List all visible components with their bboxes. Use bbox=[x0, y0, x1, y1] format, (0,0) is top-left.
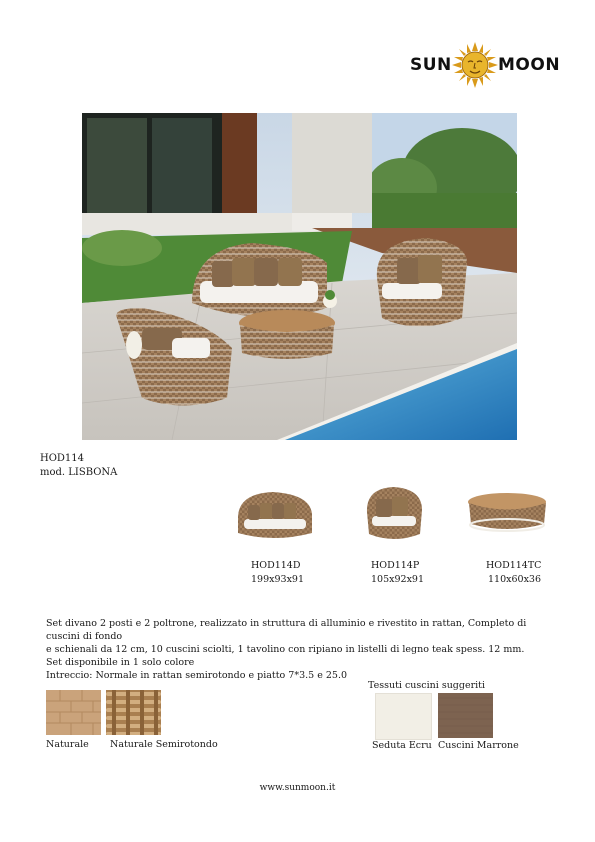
description-line-4: Intreccio: Normale in rattan semirotondo e piatto 7*3.5 e 25.0 bbox=[46, 670, 348, 681]
armchair-thumbnail bbox=[362, 484, 427, 544]
description-line-1: Set divano 2 posti e 2 poltrone, realizzato in struttura di alluminio e rivestito in rattan, Completo di cuscini di fondo bbox=[46, 618, 527, 642]
fabric-swatch-cuscini-marrone bbox=[438, 693, 493, 738]
description-line-3: Set disponibile in 1 solo colore bbox=[46, 657, 195, 668]
item-1-size: 199x93x91 bbox=[251, 574, 305, 585]
item-3-size: 110x60x36 bbox=[488, 574, 542, 585]
brand-name-left: SUN bbox=[410, 55, 452, 75]
fabric-swatch-seduta-ecru bbox=[375, 693, 432, 740]
sofa-thumbnail bbox=[232, 488, 317, 544]
product-code: HOD114 bbox=[40, 453, 85, 464]
sun-icon bbox=[452, 42, 498, 88]
hero-photo bbox=[82, 113, 517, 440]
item-2-code: HOD114P bbox=[371, 560, 420, 571]
weave-swatch-naturale bbox=[46, 690, 101, 735]
item-1-code: HOD114D bbox=[251, 560, 301, 571]
weave-label-naturale-semirotondo: Naturale Semirotondo bbox=[110, 739, 218, 750]
brand-name-right: MOON bbox=[498, 55, 561, 75]
fabric-label-cuscini-marrone: Cuscini Marrone bbox=[438, 740, 519, 751]
item-3-code: HOD114TC bbox=[486, 560, 542, 571]
fabric-label-seduta-ecru: Seduta Ecru bbox=[372, 740, 432, 751]
footer-website-link[interactable]: www.sunmoon.it bbox=[259, 783, 336, 793]
product-model: mod. LISBONA bbox=[40, 467, 118, 478]
weave-label-naturale: Naturale bbox=[46, 739, 89, 750]
brand-logo bbox=[408, 42, 561, 88]
fabrics-title: Tessuti cuscini suggeriti bbox=[368, 680, 486, 691]
item-2-size: 105x92x91 bbox=[371, 574, 425, 585]
table-thumbnail bbox=[466, 490, 549, 535]
product-description bbox=[46, 617, 556, 682]
weave-swatch-naturale-semirotondo bbox=[106, 690, 161, 735]
description-line-2: e schienali da 12 cm, 10 cuscini sciolti, 1 tavolino con ripiano in listelli di legno teak spess. 12 mm. bbox=[46, 644, 525, 655]
